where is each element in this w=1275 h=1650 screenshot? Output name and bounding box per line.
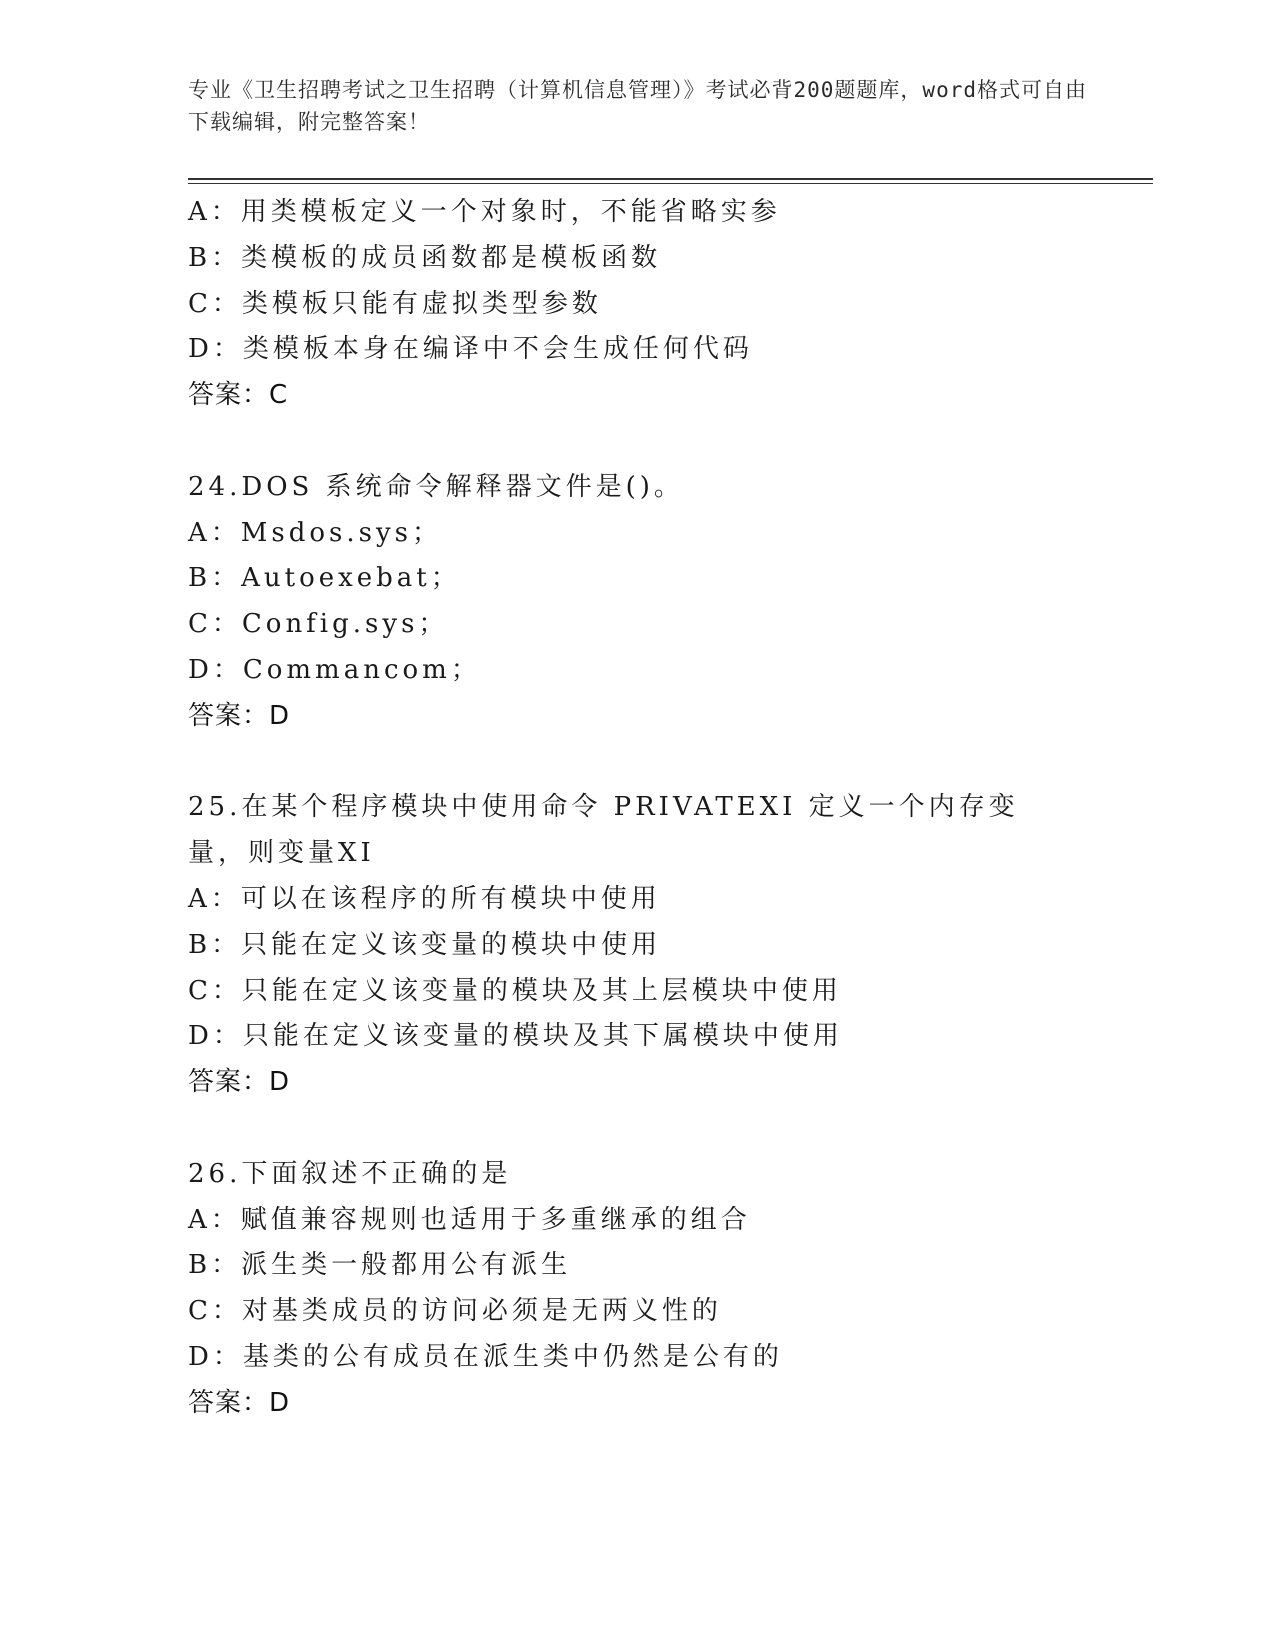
option-a: A：用类模板定义一个对象时，不能省略实参: [188, 197, 781, 227]
option-d: D：Commancom；: [188, 654, 481, 685]
question-block: [188, 785, 1153, 1106]
option-c: C：类模板只能有虚拟类型参数: [188, 288, 602, 319]
answer-line: 答案：D: [188, 1387, 291, 1418]
option-d: D：类模板本身在编译中不会生成任何代码: [188, 334, 753, 365]
answer-line: 答案：C: [188, 380, 289, 411]
header-divider-thick: [188, 178, 1153, 180]
question-block: [188, 465, 1153, 740]
option-a: A：赋值兼容规则也适用于多重继承的组合: [188, 1204, 751, 1235]
option-c: C：对基类成员的访问必须是无两义性的: [188, 1296, 722, 1327]
option-b: B：只能在定义该变量的模块中使用: [188, 929, 662, 960]
page-header: 专业《卫生招聘考试之卫生招聘（计算机信息管理）》考试必背200题题库，word格式可自由下载编辑，附完整答案！: [188, 78, 1087, 134]
question-list: [188, 190, 1153, 1427]
question-text: 25.在某个程序模块中使用命令 PRIVATEXI 定义一个内存变量，则变量XI: [188, 792, 1019, 869]
question-text: 26.下面叙述不正确的是: [188, 1158, 512, 1189]
option-b: B：Autoexebat；: [188, 563, 461, 594]
option-d: D：基类的公有成员在派生类中仍然是公有的: [188, 1341, 783, 1372]
question-block: [188, 190, 1153, 419]
option-a: A：可以在该程序的所有模块中使用: [188, 883, 661, 914]
option-d: D：只能在定义该变量的模块及其下属模块中使用: [188, 1021, 843, 1052]
answer-line: 答案：D: [188, 1067, 291, 1098]
option-b: B：派生类一般都用公有派生: [188, 1250, 572, 1281]
question-text: 24.DOS 系统命令解释器文件是()。: [188, 471, 684, 502]
option-a: A：Msdos.sys；: [188, 517, 443, 548]
option-c: C：Config.sys；: [188, 609, 449, 640]
option-b: B：类模板的成员函数都是模板函数: [188, 242, 662, 273]
option-c: C：只能在定义该变量的模块及其上层模块中使用: [188, 975, 842, 1006]
header-divider-thin: [188, 183, 1153, 184]
question-block: [188, 1152, 1153, 1427]
answer-line: 答案：D: [188, 700, 291, 731]
